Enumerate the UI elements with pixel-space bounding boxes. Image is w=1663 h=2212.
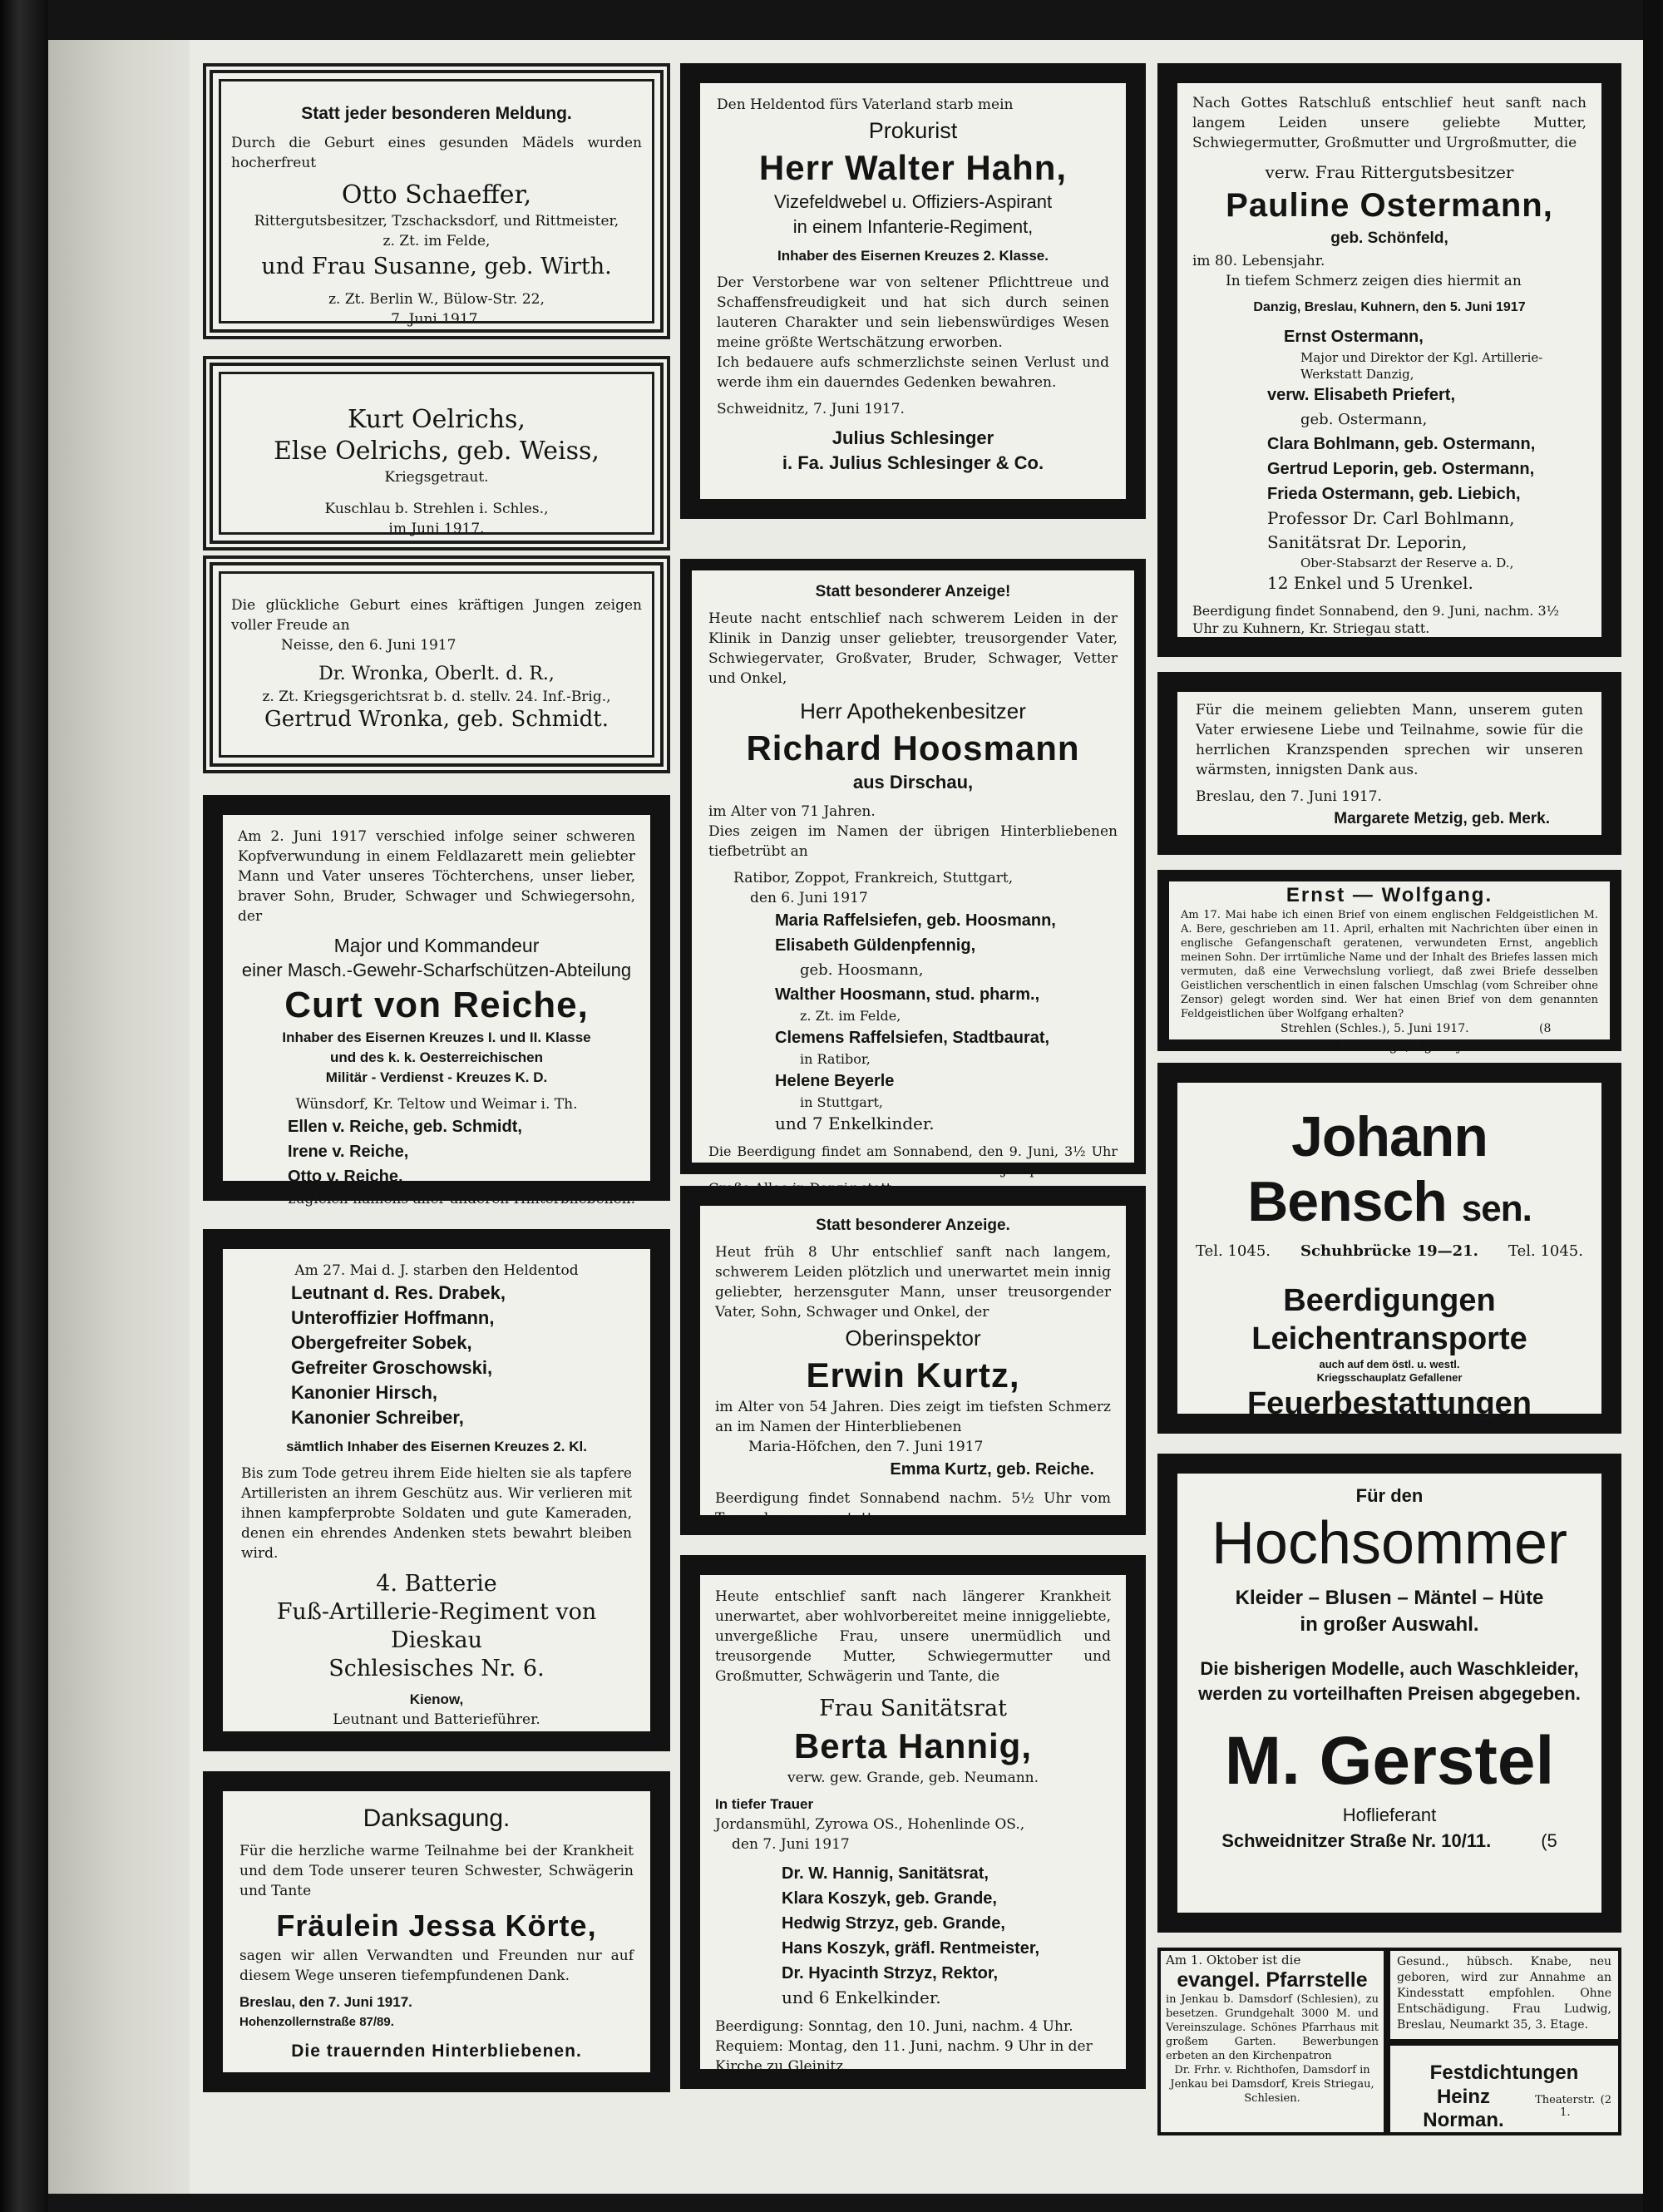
service: Feuerbestattungen <box>1246 1386 1532 1421</box>
location: z. Zt. im Felde, <box>382 233 491 249</box>
text: In tiefer Trauer <box>715 1796 814 1812</box>
place: Neisse, den 6. Juni 1917 <box>281 637 456 654</box>
signatory: in Ratibor, <box>800 1051 871 1067</box>
soldier: Kanonier Schreiber, <box>291 1407 464 1428</box>
book-binding-edge <box>0 0 48 2212</box>
text: Gesund., hübsch. Knabe, neu geboren, wird zur Annahme an Kindesstatt empfohlen. Ohne Entschädigung. Frau Ludwig, Breslau, Neumarkt 35, 3. Etage. <box>1397 1955 1611 2032</box>
name: Otto Schaeffer, <box>341 180 532 210</box>
date: den 7. Juni 1917 <box>732 1836 850 1853</box>
title: Frau Sanitätsrat <box>819 1696 1007 1721</box>
place: Breslau, den 7. Juni 1917. <box>239 1994 412 2010</box>
rank: Vizefeldwebel u. Offiziers-Aspirant <box>773 191 1053 212</box>
honor: sämtlich Inhaber des Eisernen Kreuzes 2. Kl. <box>286 1439 587 1454</box>
text: Die bisherigen Modelle, auch Waschkleider, <box>1200 1658 1579 1679</box>
heading: Statt jeder besonderen Meldung. <box>301 104 572 123</box>
signatory: i. Fa. Julius Schlesinger & Co. <box>782 452 1044 473</box>
title: Herr Apothekenbesitzer <box>800 699 1026 723</box>
signatory: verw. Elisabeth Priefert, <box>1267 386 1456 404</box>
signatory: Major und Direktor der Kgl. Artillerie-Werkstatt Danzig, <box>1300 350 1543 382</box>
place: Maria-Höfchen, den 7. Juni 1917 <box>748 1439 984 1455</box>
text: Heute entschlief sanft nach längerer Krankheit unerwartet, aber wohlvorbereitet meine inniggeliebte, unvergeßliche Frau, unsere unermüdlich und treusorgende Mutter, Schwiegermutter und Großmutter, Schwägerin und Tante, die <box>715 1588 1111 1685</box>
page-gutter <box>48 40 190 2194</box>
heading: Statt besonderer Anzeige! <box>815 583 1011 600</box>
soldier: Leutnant d. Res. Drabek, <box>291 1282 506 1303</box>
obituary-erwin-kurtz <box>680 1186 1146 1535</box>
funeral-info: Requiem: Montag, den 11. Juni, nachm. 9 Uhr in der Kirche zu Gleinitz. <box>715 2038 1093 2075</box>
title: Festdichtungen <box>1429 2061 1579 2084</box>
signatory: Otto v. Reiche, <box>288 1168 403 1186</box>
place: Strehlen (Schles.), 5. Juni 1917. (8 <box>1281 1022 1552 1035</box>
signatory: Kienow, <box>409 1691 464 1707</box>
inquiry-ernst-wolfgang <box>1157 870 1621 1054</box>
contact-line: Tel. 1045. Schuhbrücke 19—21. Tel. 1045. <box>1196 1242 1583 1260</box>
text: Ich bedauere aufs schmerzlichste seinen Verlust und werde ihm ein dauerndes Gedenken bewahren. <box>717 354 1109 391</box>
company-name: Johann Bensch sen. <box>1247 1105 1532 1233</box>
text: Durch die Geburt eines gesunden Mädels wurden hocherfreut <box>231 135 642 171</box>
name: Berta Hannig, <box>793 1726 1033 1765</box>
signatory: geb. Hoosmann, <box>800 961 924 979</box>
text: in Jenkau b. Damsdorf (Schlesien), zu besetzen. Grundgehalt 3000 M. und Vereinszulage. Schönes Pfarrhaus mit großem Garten. Bewerbungen erbeten an den Kirchenpatron <box>1166 1993 1379 2062</box>
signatory: Emma Kurtz, geb. Reiche. <box>890 1460 1094 1479</box>
title: Prokurist <box>868 118 958 143</box>
name: Fräulein Jessa Körte, <box>276 1908 597 1943</box>
text: Kriegsschauplatz Gefallener <box>1316 1371 1463 1384</box>
signatory: Maria Raffelsiefen, geb. Hoosmann, <box>775 911 1056 930</box>
thanks-jessa-koerte <box>203 1771 670 2092</box>
text: Der Verstorbene war von seltener Pflichttreue und Schaffensfreudigkeit und hat sich durch seinen lauteren Charakter und sein liebenswürdiges Wesen meine größte Wertschätzung erworben. <box>717 274 1109 351</box>
honor: Inhaber des Eisernen Kreuzes I. und II. Klasse <box>282 1029 591 1045</box>
title: evangel. Pfarrstelle <box>1177 1968 1368 1992</box>
funeral-info: Beerdigung findet Sonnabend nachm. 5½ Uhr vom Trauerhause aus statt. <box>715 1490 1111 1527</box>
obituary-curt-von-reiche <box>203 795 670 1207</box>
signatory: Professor Dr. Carl Bohlmann, <box>1267 508 1515 528</box>
signatory: Sanitätsrat Dr. Leporin, <box>1267 532 1468 552</box>
signatory: Helene Beyerle <box>775 1072 895 1090</box>
text: Am 27. Mai d. J. starben den Heldentod <box>294 1262 579 1279</box>
text: verw. gew. Grande, geb. Neumann. <box>787 1770 1039 1786</box>
rank: Major und Kommandeur <box>333 935 540 956</box>
signatory: Dr. W. Hannig, Sanitätsrat, <box>782 1864 989 1883</box>
name: Dr. Wronka, Oberlt. d. R., <box>318 664 555 684</box>
funeral-info: Beerdigung: Sonntag, den 10. Juni, nachm. 4 Uhr. <box>715 2018 1073 2035</box>
text: In tiefem Schmerz zeigen dies hiermit an <box>1226 273 1522 289</box>
address-line: Schweidnitzer Straße Nr. 10/11. (5 <box>1221 1830 1557 1851</box>
title: Hoflieferant <box>1342 1805 1437 1825</box>
text: geb. Schönfeld, <box>1330 230 1448 247</box>
date: im Juni 1917. <box>388 521 485 537</box>
name: Kurt Oelrichs, <box>348 405 526 434</box>
signatory: in Stuttgart, <box>800 1094 884 1110</box>
text: Für die herzliche warme Teilnahme bei der Krankheit und dem Tode unserer teuren Schwester, Schwägerin und Tante <box>239 1843 634 1899</box>
heading: Ernst — Wolfgang. <box>1285 884 1493 906</box>
title: Rittergutsbesitzer, Tzschacksdorf, und Rittmeister, <box>254 213 619 230</box>
advert-adoption <box>1387 1948 1621 2042</box>
place: Jordansmühl, Zyrowa OS., Hohenlinde OS., <box>715 1816 1025 1833</box>
soldier: Unteroffizier Hoffmann, <box>291 1307 495 1328</box>
contact-line: Heinz Norman. Theaterstr. 1. (2 <box>1423 2086 1611 2131</box>
text: Am 1. Oktober ist die <box>1166 1953 1301 1968</box>
place: Wünsdorf, Kr. Teltow und Weimar i. Th. <box>295 1096 578 1113</box>
title: Oberinspektor <box>845 1326 981 1350</box>
signatory: Die trauernden Hinterbliebenen. <box>291 2042 582 2061</box>
signatory: Klara Koszyk, geb. Grande, <box>782 1889 997 1908</box>
unit: Fuß-Artillerie-Regiment von Dieskau <box>276 1599 597 1653</box>
place: Breslau, den 7. Juni 1917. <box>1196 788 1382 805</box>
place: Kuschlau b. Strehlen i. Schles., <box>324 501 549 517</box>
text: Für die meinem geliebten Mann, unserem guten Vater erwiesene Liebe und Teilnahme, sowie für die herrlichen Kranzspenden sprechen wir unseren wärmsten, innigsten Dank aus. <box>1196 702 1583 778</box>
text: Dies zeigen im Namen der übrigen Hinterbliebenen tiefbetrübt an <box>708 823 1118 860</box>
heading: Danksagung. <box>363 1805 511 1832</box>
address: Hohenzollernstraße 87/89. <box>239 2015 394 2029</box>
obituary-berta-hannig <box>680 1555 1146 2089</box>
place: Danzig, Breslau, Kuhnern, den 5. Juni 1917 <box>1253 300 1526 314</box>
honor: Militär - Verdienst - Kreuzes K. D. <box>325 1069 548 1085</box>
place: Ratibor, Zoppot, Frankreich, Stuttgart, <box>733 870 1014 886</box>
birth-announcement-schaeffer <box>203 63 670 339</box>
signatory: 12 Enkel und 5 Urenkel. <box>1267 573 1473 593</box>
marriage-announcement-oelrichs <box>203 356 670 551</box>
advert-pfarrstelle <box>1157 1948 1387 2135</box>
text: Kriegsgetraut. <box>384 469 489 486</box>
signatory: Elisabeth Güldenpfennig, <box>775 936 976 955</box>
heading: Statt besonderer Anzeige. <box>816 1217 1010 1234</box>
text: zugleich namens aller anderen Hinterbliebenen. <box>288 1191 635 1207</box>
name: Herr Walter Hahn, <box>758 148 1068 187</box>
title: z. Zt. Kriegsgerichtsrat b. d. stellv. 24. Inf.-Brig., <box>262 689 611 705</box>
name: Curt von Reiche, <box>284 985 589 1025</box>
text: in großer Auswahl. <box>1300 1613 1479 1636</box>
soldier: Kanonier Hirsch, <box>291 1382 438 1403</box>
signatory: Dr. Baege, Kgl. Gymnasialdirektor. <box>1339 1038 1573 1054</box>
text: Kleider – Blusen – Mäntel – Hüte <box>1235 1587 1544 1609</box>
signatory: Frieda Ostermann, geb. Liebich, <box>1267 485 1521 503</box>
signatory: Clara Bohlmann, geb. Ostermann, <box>1267 435 1536 453</box>
place: Schweidnitz, 7. Juni 1917. <box>717 401 905 417</box>
text: im 80. Lebensjahr. <box>1192 253 1325 269</box>
company-name: M. Gerstel <box>1224 1723 1555 1799</box>
signatory: Gertrud Leporin, geb. Ostermann, <box>1267 460 1535 478</box>
text: Bis zum Tode getreu ihrem Eide hielten sie als tapfere Artilleristen an ihrem Geschütz aus. Wir verlieren mit ihnen kampferprobte Soldaten und gute Kameraden, denen ein ehrendes Andenken stets bewahrt bleiben wird. <box>241 1465 632 1562</box>
service: Beerdigungen <box>1283 1283 1496 1318</box>
obituary-4-batterie <box>203 1229 670 1751</box>
signatory: Ellen v. Reiche, geb. Schmidt, <box>288 1118 522 1136</box>
signatory: Margarete Metzig, geb. Merk. <box>1334 810 1550 827</box>
text: im Alter von 71 Jahren. <box>708 803 876 820</box>
text: Die glückliche Geburt eines kräftigen Jungen zeigen voller Freude an <box>231 597 642 634</box>
unit: Schlesisches Nr. 6. <box>328 1656 545 1681</box>
signatory: Walther Hoosmann, stud. pharm., <box>775 985 1040 1004</box>
obituary-walter-hahn <box>680 63 1146 519</box>
text: im Alter von 54 Jahren. Dies zeigt im tiefsten Schmerz an im Namen der Hinterbliebenen <box>715 1399 1111 1435</box>
unit: 4. Batterie <box>376 1571 497 1597</box>
text: Nach Gottes Ratschluß entschlief heut sanft nach langem Leiden unsere geliebte Mutter, Schwiegermutter, Großmutter und Urgroßmutter, die <box>1192 95 1587 151</box>
date: den 6. Juni 1917 <box>750 890 868 906</box>
name: Richard Hoosmann <box>746 728 1080 768</box>
text: sagen wir allen Verwandten und Freunden nur auf diesem Wege unseren tiefempfundenen Dank. <box>239 1948 634 1984</box>
text: Heut früh 8 Uhr entschlief sanft nach langem, schwerem Leiden plötzlich und unerwartet mein innig geliebter, herzensguter Mann, unser treusorgender Vater, Sohn, Schwager und Onkel, der <box>715 1244 1111 1321</box>
name: Erwin Kurtz, <box>806 1355 1020 1395</box>
soldier: Obergefreiter Sobek, <box>291 1332 472 1353</box>
signatory: Hedwig Strzyz, geb. Grande, <box>782 1914 1005 1933</box>
signatory: Hans Koszyk, gräfl. Rentmeister, <box>782 1939 1040 1958</box>
signatory: und 7 Enkelkinder. <box>775 1113 935 1133</box>
advert-festdichtungen <box>1387 2042 1621 2135</box>
intro: Für den <box>1355 1485 1424 1506</box>
signatory: z. Zt. im Felde, <box>800 1008 901 1024</box>
text: werden zu vorteilhaften Preisen abgegeben. <box>1198 1683 1581 1704</box>
name: Else Oelrichs, geb. Weiss, <box>274 437 600 466</box>
text: Den Heldentod fürs Vaterland starb mein <box>717 96 1014 113</box>
spouse: und Frau Susanne, geb. Wirth. <box>261 254 612 279</box>
text: auch auf dem östl. u. westl. <box>1319 1358 1460 1370</box>
headline: Hochsommer <box>1211 1510 1568 1577</box>
text: Am 2. Juni 1917 verschied infolge seiner schweren Kopfverwundung in einem Feldlazarett mein geliebter Mann und Vater unseres Töchterchens, unser lieber, braver Sohn, Bruder, Schwager und Schwiegersohn, der <box>238 828 635 925</box>
address: z. Zt. Berlin W., Bülow-Str. 22, <box>328 291 545 308</box>
text: Leutnant und Batterieführer. <box>333 1711 540 1728</box>
text: Heute nacht entschlief nach schwerem Leiden in der Klinik in Danzig unser geliebter, treusorgender Vater, Schwiegervater, Großvater, Bruder, Schwager, Vetter und Onkel, <box>708 610 1118 687</box>
rank: in einem Infanterie-Regiment, <box>792 216 1034 237</box>
signatory: Dr. Frhr. v. Richthofen, Damsdorf in Jenkau bei Damsdorf, Kreis Striegau, Schlesien. <box>1170 2064 1374 2105</box>
title: verw. Frau Rittergutsbesitzer <box>1265 162 1514 182</box>
signatory: Ober-Stabsarzt der Reserve a. D., <box>1300 555 1514 570</box>
honor: und des k. k. Oesterreichischen <box>329 1049 544 1065</box>
date: 7. Juni 1917. <box>391 311 482 328</box>
signatory: Ernst Ostermann, <box>1284 328 1424 346</box>
thanks-margarete-metzig <box>1157 672 1621 855</box>
advert-m-gerstel <box>1157 1454 1621 1933</box>
signatory: geb. Ostermann, <box>1300 411 1428 428</box>
birth-announcement-wronka <box>203 555 670 773</box>
honor: Inhaber des Eisernen Kreuzes 2. Klasse. <box>777 248 1049 264</box>
obituary-richard-hoosmann <box>680 559 1146 1178</box>
signatory: und 6 Enkelkinder. <box>782 1987 941 2007</box>
signatory: Julius Schlesinger <box>832 427 994 448</box>
soldier: Gefreiter Groschowski, <box>291 1357 493 1378</box>
right-scan-edge <box>1643 0 1663 2212</box>
funeral-info: Beerdigung findet Sonnabend, den 9. Juni, nachm. 3½ Uhr zu Kuhnern, Kr. Striegau statt. <box>1192 603 1560 636</box>
signatory: Dr. Hyacinth Strzyz, Rektor, <box>782 1964 999 1982</box>
text: Am 17. Mai habe ich einen Brief von einem englischen Feldgeistlichen M. A. Bere, geschrieben am 11. April, erhalten mit Nachrichten über einen in englische Gefangenschaft geratenen, verwundeten Ernst, angeblich meinen Sohn. Der irrtümliche Name und der Inhalt des Briefes lassen mich vermuten, daß eine Verwechslung vorliegt, daß zwei Briefe desselben Geistlichen verschentlich in einen falschen Umschlag (vom Schreiber ohne Zensor) gelegt worden sind. Wer hat einen Brief von dem genannten Feldgeistlichen über Wolfgang erhalten? <box>1181 909 1598 1020</box>
signatory: Irene v. Reiche, <box>288 1143 409 1161</box>
signatory: Clemens Raffelsiefen, Stadtbaurat, <box>775 1029 1050 1047</box>
name: Pauline Ostermann, <box>1226 187 1553 224</box>
funeral-info: Die Beerdigung findet am Sonnabend, den 9. Juni, 3½ Uhr nachm. von der Leichenhalle des St. Josephkirchhofes <box>708 1143 1118 1178</box>
origin: aus Dirschau, <box>852 772 974 792</box>
funeral-home-johann-bensch <box>1157 1063 1621 1434</box>
obituary-pauline-ostermann <box>1157 63 1621 657</box>
unit: einer Masch.-Gewehr-Scharfschützen-Abteilung <box>241 960 632 980</box>
service: Leichentransporte <box>1251 1321 1527 1356</box>
name: Gertrud Wronka, geb. Schmidt. <box>264 707 609 732</box>
